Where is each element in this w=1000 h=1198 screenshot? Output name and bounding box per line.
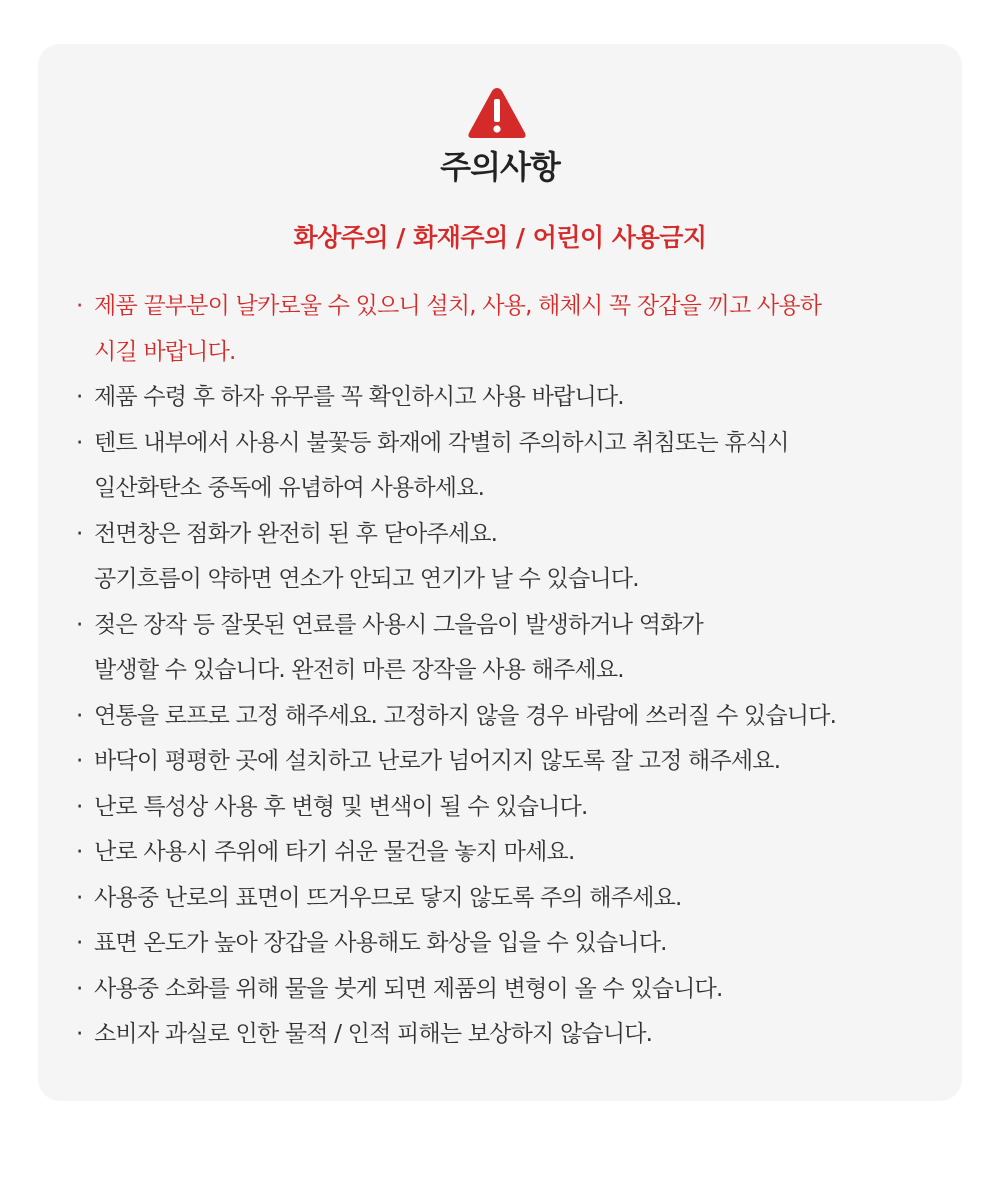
caution-text-line: 시길 바랍니다. [94, 338, 236, 365]
bullet-dot: · [76, 930, 83, 956]
bullet-dot: · [76, 520, 83, 547]
bullet-dot: · [76, 793, 83, 820]
caution-text-line: 일산화탄소 중독에 유념하여 사용하세요. [94, 475, 485, 501]
caution-item [76, 694, 936, 740]
caution-text-line: 난로 특성상 사용 후 변형 및 변색이 될 수 있습니다. [94, 793, 588, 820]
caution-text-line: 발생할 수 있습니다. 완전히 마른 장작을 사용 해주세요. [94, 657, 624, 683]
caution-item [76, 967, 936, 1013]
bullet-dot: · [76, 884, 83, 911]
caution-item [76, 921, 936, 967]
caution-text-line: 공기흐름이 약하면 연소가 안되고 연기가 날 수 있습니다. [94, 566, 639, 592]
caution-item [76, 785, 936, 831]
bullet-dot: · [76, 748, 83, 774]
warning-subtitle: 화상주의 / 화재주의 / 어린이 사용금지 [293, 223, 707, 252]
caution-text-line: 텐트 내부에서 사용시 불꽃등 화재에 각별히 주의하시고 취침또는 휴식시 [94, 429, 789, 456]
bullet-dot: · [76, 429, 83, 456]
bullet-dot: · [76, 839, 83, 865]
page-title: 주의사항 [440, 148, 560, 186]
caution-text-line: 사용중 난로의 표면이 뜨거우므로 닿지 않도록 주의 해주세요. [94, 884, 682, 911]
caution-item [76, 603, 936, 694]
bullet-dot: · [76, 975, 83, 1002]
warning-triangle-icon [466, 85, 528, 141]
caution-item [76, 1012, 936, 1058]
caution-item [76, 284, 936, 375]
caution-text-line: 젖은 장작 등 잘못된 연료를 사용시 그을음이 발생하거나 역화가 [94, 611, 703, 638]
bullet-dot: · [76, 293, 83, 319]
caution-text-line: 제품 끝부분이 날카로울 수 있으니 설치, 사용, 해체시 꼭 장갑을 끼고 사용하 [94, 293, 822, 319]
bullet-dot: · [76, 1021, 83, 1047]
caution-text-line: 표면 온도가 높아 장갑을 사용해도 화상을 입을 수 있습니다. [94, 930, 667, 956]
bullet-dot: · [76, 384, 83, 410]
caution-text-line: 제품 수령 후 하자 유무를 꼭 확인하시고 사용 바랍니다. [94, 384, 624, 410]
caution-text-line: 소비자 과실로 인한 물적 / 인적 피해는 보상하지 않습니다. [94, 1021, 653, 1047]
bullet-dot: · [76, 611, 83, 638]
caution-text-line: 사용중 소화를 위해 물을 붓게 되면 제품의 변형이 올 수 있습니다. [94, 975, 723, 1002]
caution-text-line: 난로 사용시 주위에 타기 쉬운 물건을 놓지 마세요. [94, 839, 575, 865]
caution-item [76, 739, 936, 785]
caution-text-line: 바닥이 평평한 곳에 설치하고 난로가 넘어지지 않도록 잘 고정 해주세요. [94, 748, 781, 774]
caution-item [76, 421, 936, 512]
caution-list [76, 284, 936, 1058]
bullet-dot: · [76, 702, 83, 729]
caution-item [76, 375, 936, 421]
caution-text-line: 연통을 로프로 고정 해주세요. 고정하지 않을 경우 바람에 쓰러질 수 있습니다. [94, 702, 837, 729]
caution-item [76, 512, 936, 603]
caution-item [76, 876, 936, 922]
caution-item [76, 830, 936, 876]
caution-text-line: 전면창은 점화가 완전히 된 후 닫아주세요. [94, 520, 498, 547]
